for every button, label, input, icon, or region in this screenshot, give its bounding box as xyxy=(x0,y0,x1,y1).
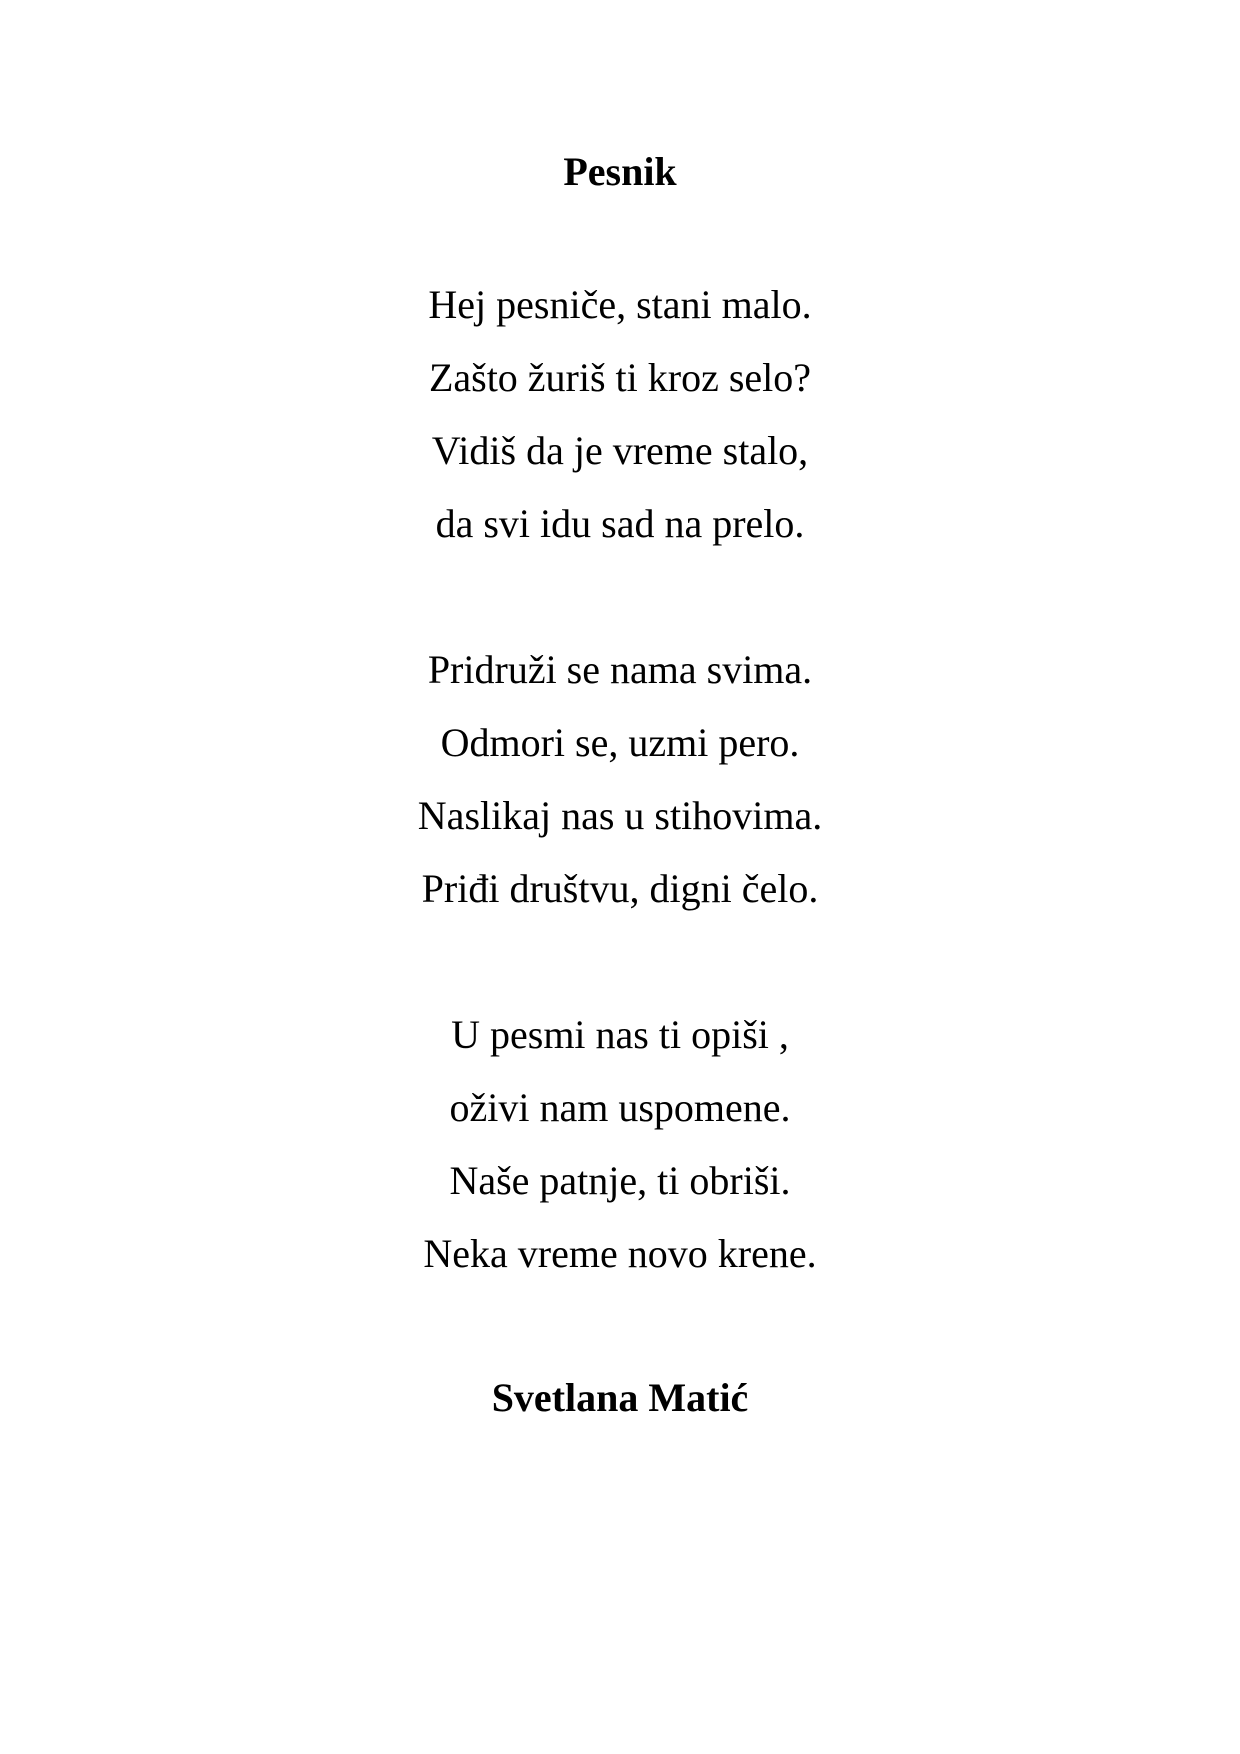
poem-line: da svi idu sad na prelo. xyxy=(435,501,805,546)
poem-line: Naše patnje, ti obriši. xyxy=(449,1158,791,1203)
poem-line: Pridruži se nama svima. xyxy=(427,647,813,692)
poem-author: Svetlana Matić xyxy=(491,1375,749,1420)
poem-line: Odmori se, uzmi pero. xyxy=(440,720,800,765)
poem-line: U pesmi nas ti opiši , xyxy=(451,1012,789,1057)
stanza-3 xyxy=(0,998,1240,1290)
poem-title: Pesnik xyxy=(563,149,677,194)
stanza-1 xyxy=(0,268,1240,560)
poem-line: Neka vreme novo krene. xyxy=(423,1231,817,1276)
poem-line: Priđi društvu, digni čelo. xyxy=(421,866,819,911)
stanza-2 xyxy=(0,633,1240,925)
poem-line: Vidiš da je vreme stalo, xyxy=(431,428,809,473)
poem-line: Zašto žuriš ti kroz selo? xyxy=(428,355,812,400)
poem-line: Hej pesniče, stani malo. xyxy=(428,282,812,327)
poem-line: oživi nam uspomene. xyxy=(449,1085,791,1130)
poem-line: Naslikaj nas u stihovima. xyxy=(417,793,823,838)
